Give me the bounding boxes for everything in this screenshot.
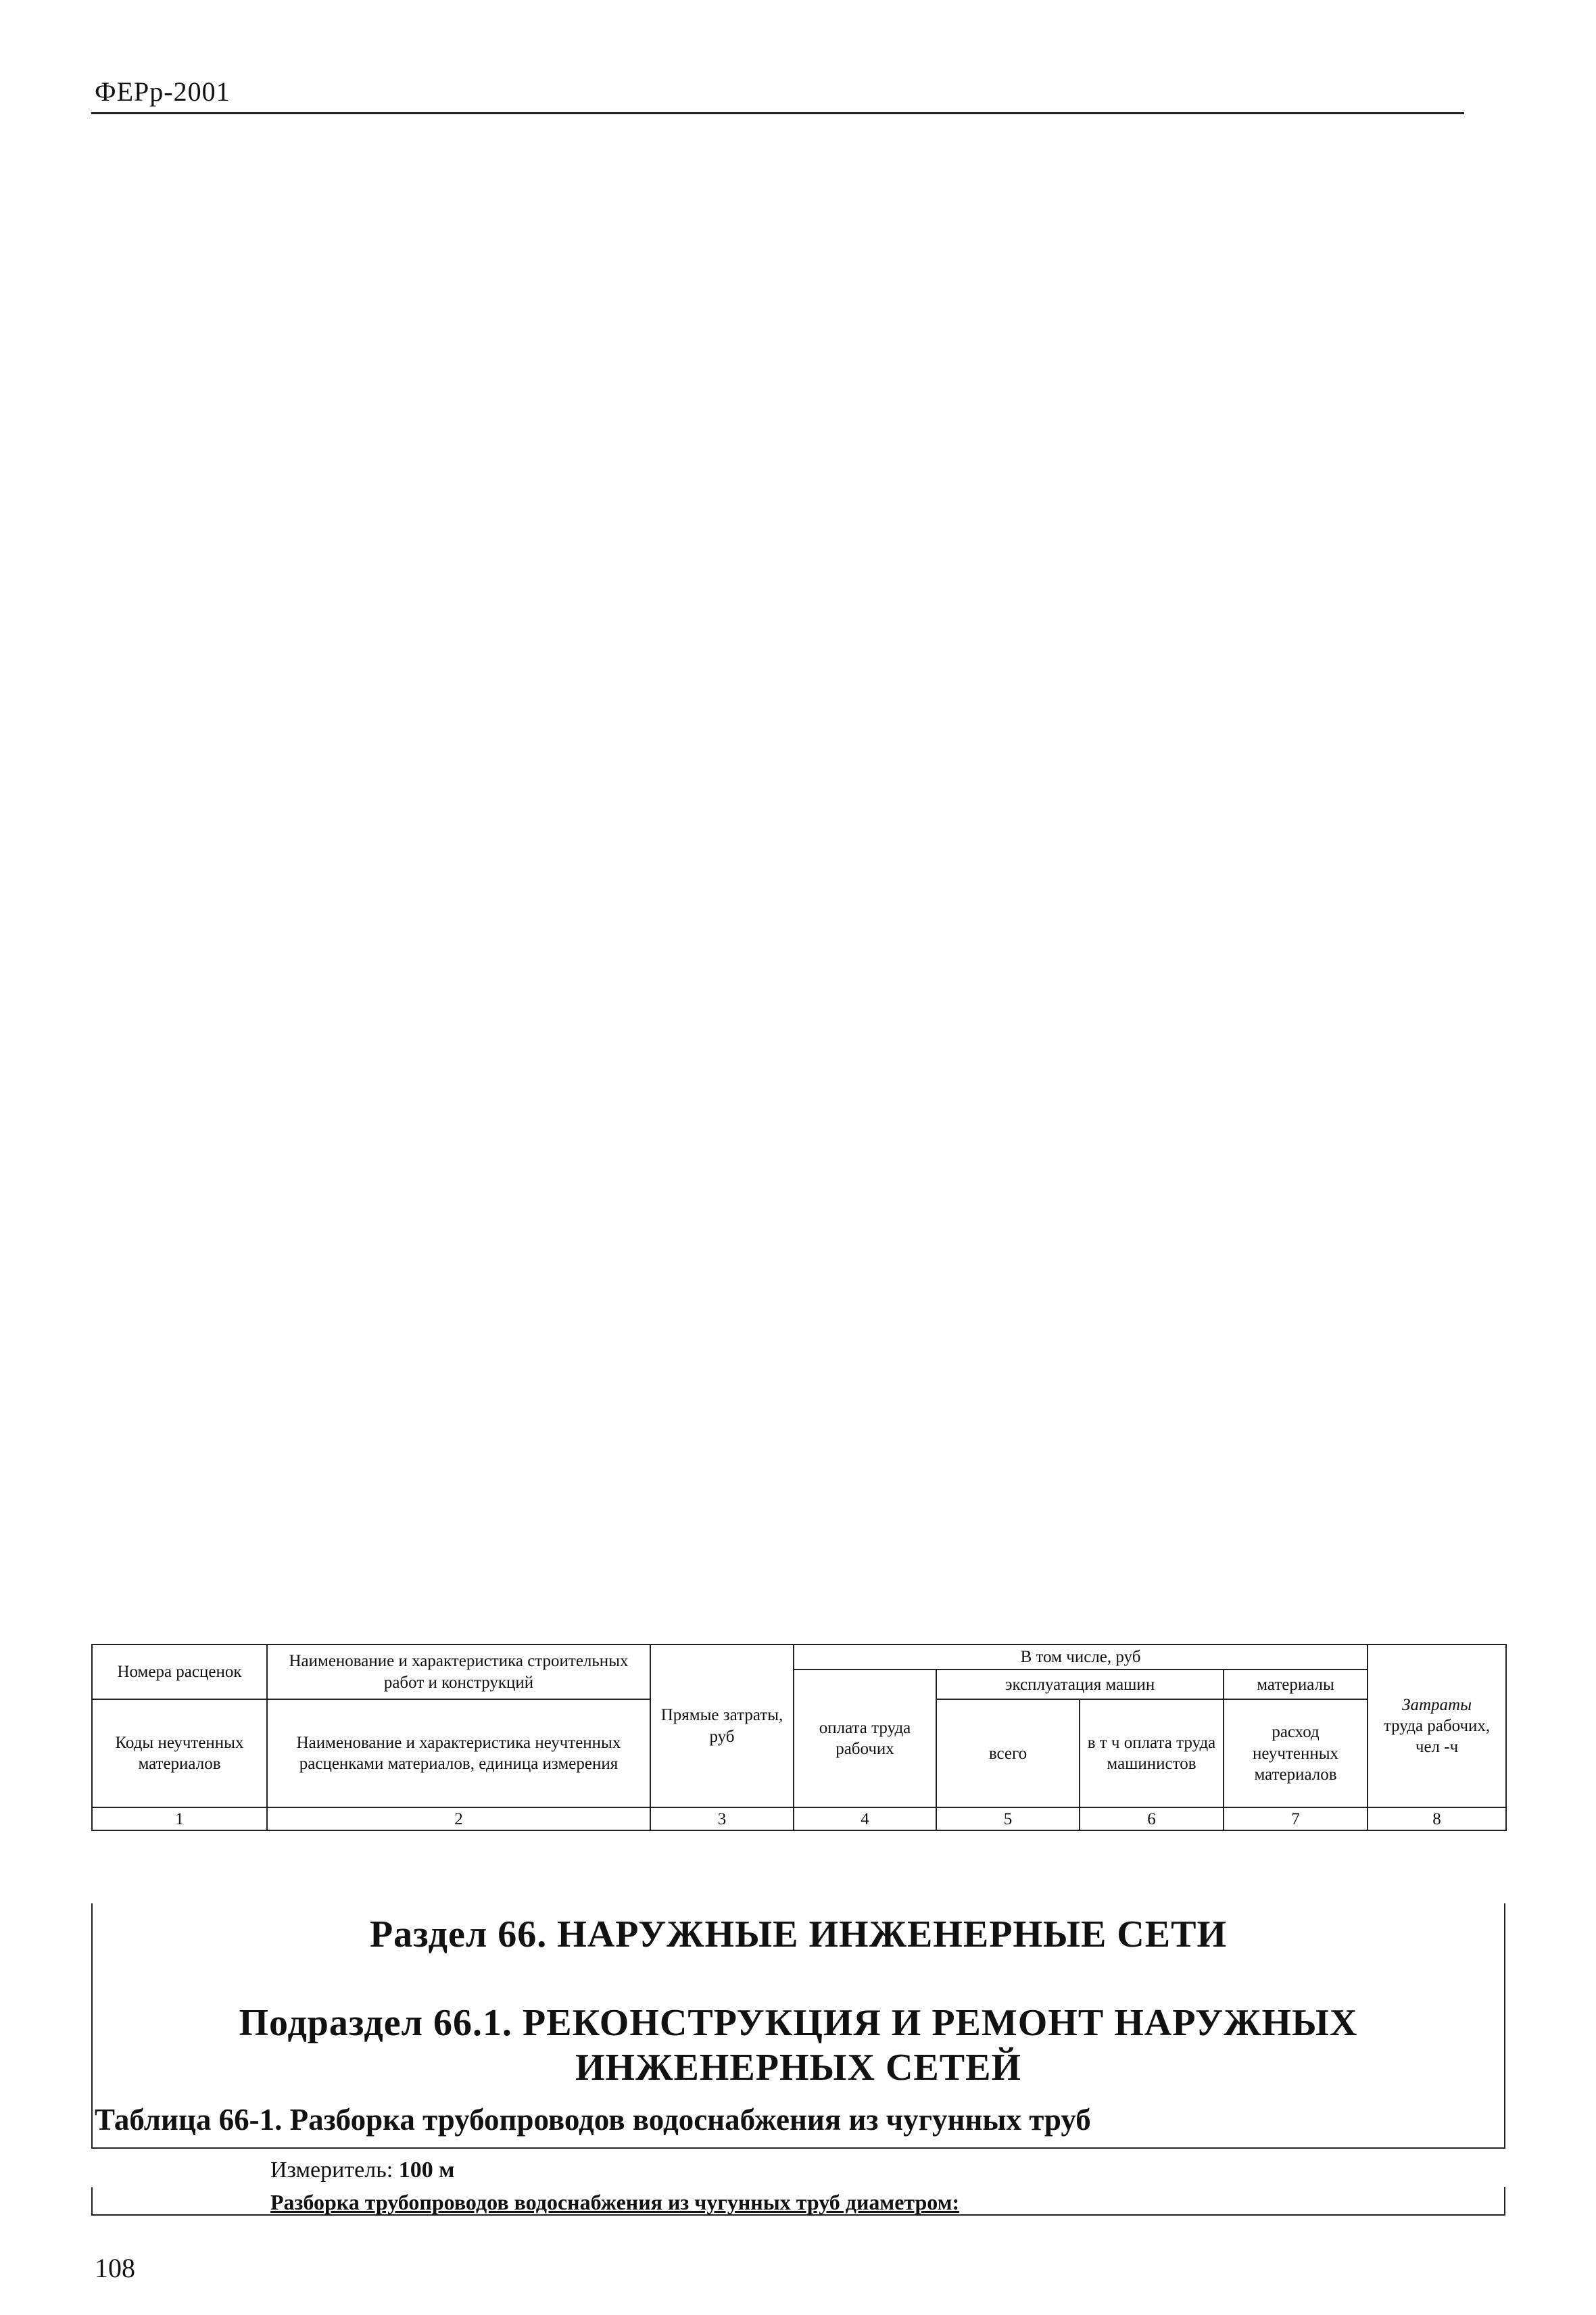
table-title: Таблица 66-1. Разборка трубопроводов водоснабжения из чугунных труб (95, 2103, 1091, 2137)
col2-bottom-header: Наименование и характеристика неучтенных расценками материалов, единица измерения (267, 1699, 650, 1807)
col4-header: оплата труда рабочих (794, 1670, 936, 1807)
subsection-title (91, 2001, 1505, 2090)
column-number-8: 8 (1368, 1807, 1506, 1830)
col8-header (1368, 1644, 1506, 1807)
column-number-6: 6 (1080, 1807, 1224, 1830)
machines-header: эксплуатация машин (936, 1670, 1224, 1699)
in-total-header: В том числе, руб (794, 1644, 1368, 1670)
subsection-title-line-1: Подраздел 66.1. РЕКОНСТРУКЦИЯ И РЕМОНТ НАРУЖНЫХ (239, 2002, 1358, 2044)
document-code: ФЕРр-2001 (95, 76, 231, 107)
section-title: Раздел 66. НАРУЖНЫЕ ИНЖЕНЕРНЫЕ СЕТИ (369, 1914, 1228, 1955)
subsection-title-line-2: ИНЖЕНЕРНЫХ СЕТЕЙ (575, 2047, 1021, 2089)
col5-header: всего (936, 1699, 1080, 1807)
measure-value: 100 м (398, 2158, 455, 2183)
column-number-7: 7 (1224, 1807, 1368, 1830)
materials-header: материалы (1224, 1670, 1368, 1699)
col7-header: расход неучтенных материалов (1224, 1699, 1368, 1807)
works-subheading: Разборка трубопроводов водоснабжения из чугунных труб диаметром: (270, 2190, 960, 2214)
measure-unit (270, 2158, 454, 2183)
col3-header: Прямые затраты, руб (650, 1644, 794, 1807)
rates-table-header (91, 1644, 1507, 1831)
col1-bottom-header: Коды неучтенных материалов (92, 1699, 267, 1807)
column-number-1: 1 (92, 1807, 267, 1830)
col1-top-header: Номера расценок (92, 1644, 267, 1699)
page-number: 108 (95, 2253, 135, 2283)
column-number-3: 3 (650, 1807, 794, 1830)
col2-top-header: Наименование и характеристика строительных работ и конструкций (267, 1644, 650, 1699)
header-rule (91, 112, 1464, 114)
column-number-4: 4 (794, 1807, 936, 1830)
col8-title: Затраты (1402, 1695, 1472, 1714)
measure-label: Измеритель: (270, 2158, 393, 2183)
col8-rest: труда рабочих, чел -ч (1383, 1717, 1491, 1757)
column-number-5: 5 (936, 1807, 1080, 1830)
col6-header: в т ч оплата труда машинистов (1080, 1699, 1224, 1807)
column-number-2: 2 (267, 1807, 650, 1830)
